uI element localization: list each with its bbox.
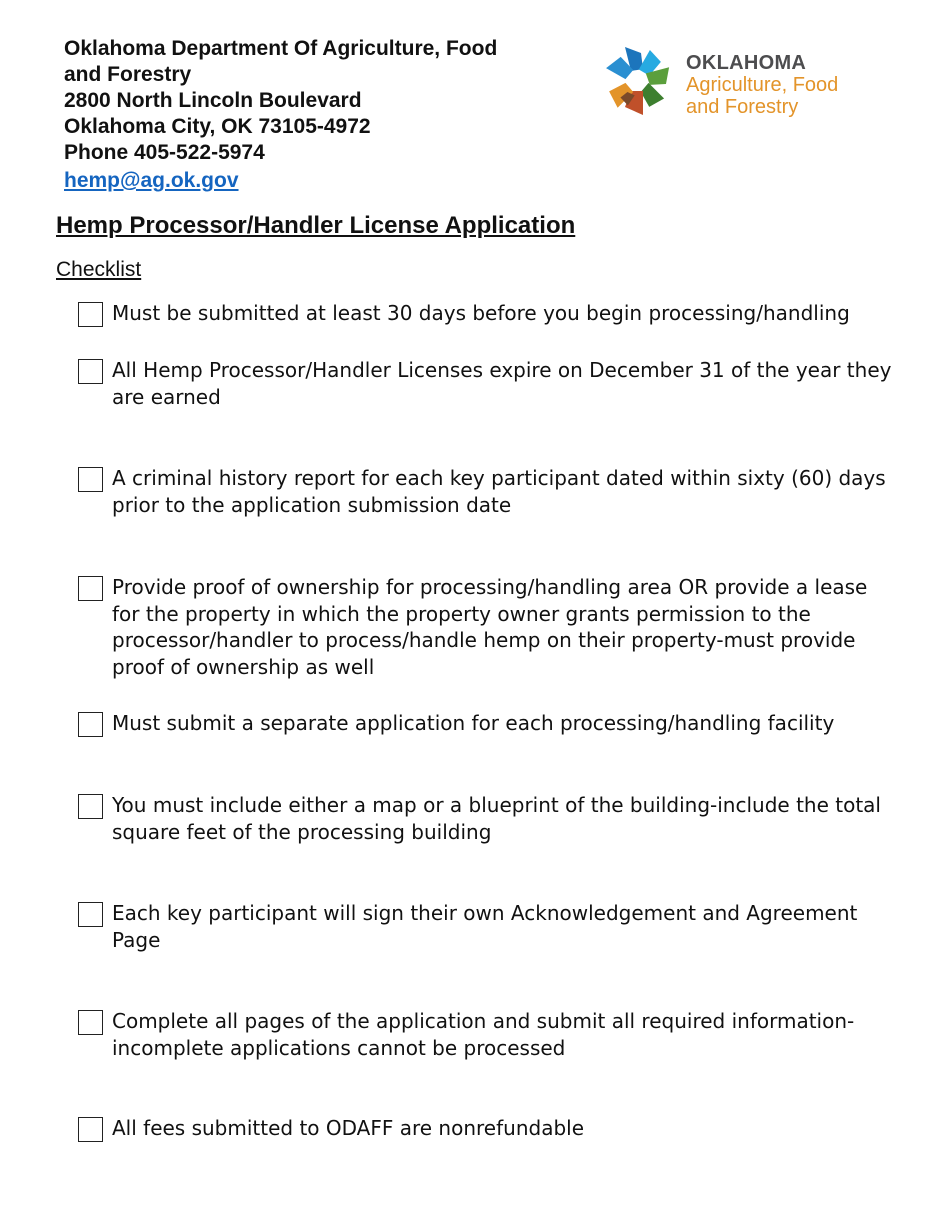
checklist-item-text: You must include either a map or a blueprint of the building-include the total square feet of the processing building: [112, 793, 881, 844]
checklist-item-text: Provide proof of ownership for processing/handling area OR provide a lease for the property in which the property owner grants permission to the processor/handler to process/handle hemp on their property-must provide proof of ownership as well: [112, 575, 868, 679]
checklist-item-text: Must submit a separate application for each processing/handling facility: [112, 711, 835, 735]
odaff-logo: [596, 40, 896, 124]
department-address: [64, 36, 497, 166]
logo-line-agriculture: Agriculture, Food: [686, 74, 839, 96]
logo-text: [686, 52, 838, 118]
star-logo-icon: [596, 40, 678, 122]
checklist-item-text: Must be submitted at least 30 days before you begin processing/handling: [112, 301, 850, 325]
address-line: 2800 North Lincoln Boulevard: [64, 89, 362, 112]
phone-line: Phone 405-522-5974: [64, 141, 265, 164]
logo-line-forestry: and Forestry: [686, 96, 799, 118]
address-line: Oklahoma Department Of Agriculture, Food: [64, 37, 498, 60]
checkbox[interactable]: [78, 712, 103, 737]
checklist-heading: Checklist: [56, 258, 142, 281]
checkbox[interactable]: [78, 1117, 103, 1142]
address-line: Oklahoma City, OK 73105-4972: [64, 115, 371, 138]
checkbox[interactable]: [78, 1010, 103, 1035]
checklist-item-text: A criminal history report for each key participant dated within sixty (60) days prior to the application submission date: [112, 466, 886, 517]
checkbox[interactable]: [78, 467, 103, 492]
page-title: Hemp Processor/Handler License Application: [56, 212, 576, 239]
logo-line-oklahoma: OKLAHOMA: [686, 52, 807, 74]
checkbox[interactable]: [78, 302, 103, 327]
checkbox[interactable]: [78, 576, 103, 601]
checklist-item-text: All Hemp Processor/Handler Licenses expire on December 31 of the year they are earned: [112, 358, 892, 409]
checklist-item-text: Complete all pages of the application and submit all required information-incomplete applications cannot be processed: [112, 1009, 855, 1060]
checklist-item-text: Each key participant will sign their own Acknowledgement and Agreement Page: [112, 901, 858, 952]
checkbox[interactable]: [78, 794, 103, 819]
address-line: and Forestry: [64, 63, 192, 86]
email-link[interactable]: hemp@ag.ok.gov: [64, 169, 239, 192]
checkbox[interactable]: [78, 902, 103, 927]
checklist-item-text: All fees submitted to ODAFF are nonrefundable: [112, 1116, 585, 1140]
checkbox[interactable]: [78, 359, 103, 384]
